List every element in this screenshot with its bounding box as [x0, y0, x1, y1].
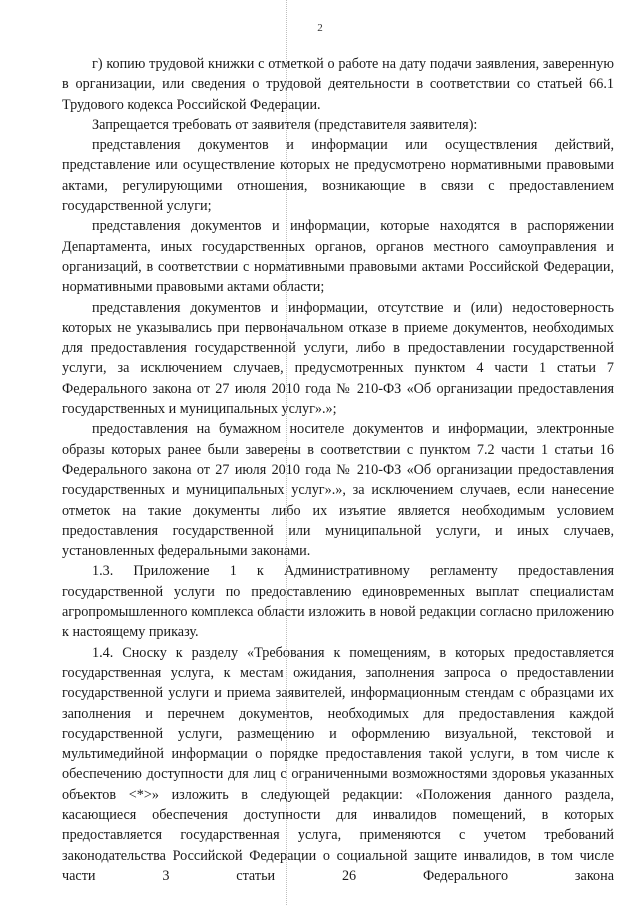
paragraph-item-1-3: 1.3. Приложение 1 к Административному регламенту предоставления государственной услуги по предоставлению единовременных выплат специалистам агропромышленного комплекса области изложить в новой редакции согласно приложению к настоящему приказу.	[62, 563, 614, 641]
paragraph-prohibition-3: представления документов и информации, отсутствие и (или) недостоверность которых не указывались при первоначальном отказе в приеме документов, необходимых для предоставления государственной услуги, либо в предоставлении государственной услуги, за исключением случаев, предусмотренных пунктом 4 части 1 статьи 7 Федерального закона от 27 июля 2010 года № 210-ФЗ «Об организации предоставления государственных и муниципальных услуг».»;	[62, 299, 614, 418]
paragraph-prohibition-4: предоставления на бумажном носителе документов и информации, электронные образы которых ранее были заверены в соответствии с пунктом 7.2 части 1 статьи 16 Федерального закона от 27 июля 2010 года № 210-ФЗ «Об организации предоставления государственных и муниципальных услуг».», за исключением случаев, если нанесение отметок на такие документы либо их изъятие является необходимым условием предоставления государственной или муниципальной услуги, и иных случаев, установленных федеральными законами.	[62, 421, 614, 560]
paragraph-prohibition-intro: Запрещается требовать от заявителя (представителя заявителя):	[92, 116, 478, 133]
paragraph-item-1-4: 1.4. Сноску к разделу «Требования к помещениям, в которых предоставляется государственная услуга, к местам ожидания, заполнения запроса о предоставлении государственной услуги и приема заявителей, информационным стендам с образцами их заполнения и перечнем документов, необходимых для предоставления каждой государственной услуги, размещению и оформлению визуальной, текстовой и мультимедийной информации о порядке предоставления такой услуги, в том числе к обеспечению доступности для лиц с ограниченными возможностями здоровья указанных объектов <*>» изложить в следующей редакции: «Положения данного раздела, касающиеся обеспечения доступности для инвалидов помещений, в которых предоставляется государственная услуга, применяются с учетом требований законодательства Российской Федерации о социальной защите инвалидов, в том числе части 3 статьи 26 Федерального закона	[62, 644, 614, 884]
paragraph-prohibition-2: представления документов и информации, которые находятся в распоряжении Департамента, иных государственных органов, органов местного самоуправления и организаций, в соответствии с нормативными правовыми актами Российской Федерации, нормативными правовыми актами области;	[62, 218, 614, 296]
page-number: 2	[317, 22, 323, 34]
paragraph-prohibition-1: представления документов и информации или осуществления действий, представление или осуществление которых не предусмотрено нормативными правовыми актами, регулирующими отношения, возникающие в связи с предоставлением государственной услуги;	[62, 137, 614, 215]
paragraph-work-book-copy: г) копию трудовой книжки с отметкой о работе на дату подачи заявления, заверенную в организации, или сведения о трудовой деятельности в соответствии со статьей 66.1 Трудового кодекса Российской Федерации.	[62, 56, 614, 113]
document-body	[62, 54, 614, 886]
